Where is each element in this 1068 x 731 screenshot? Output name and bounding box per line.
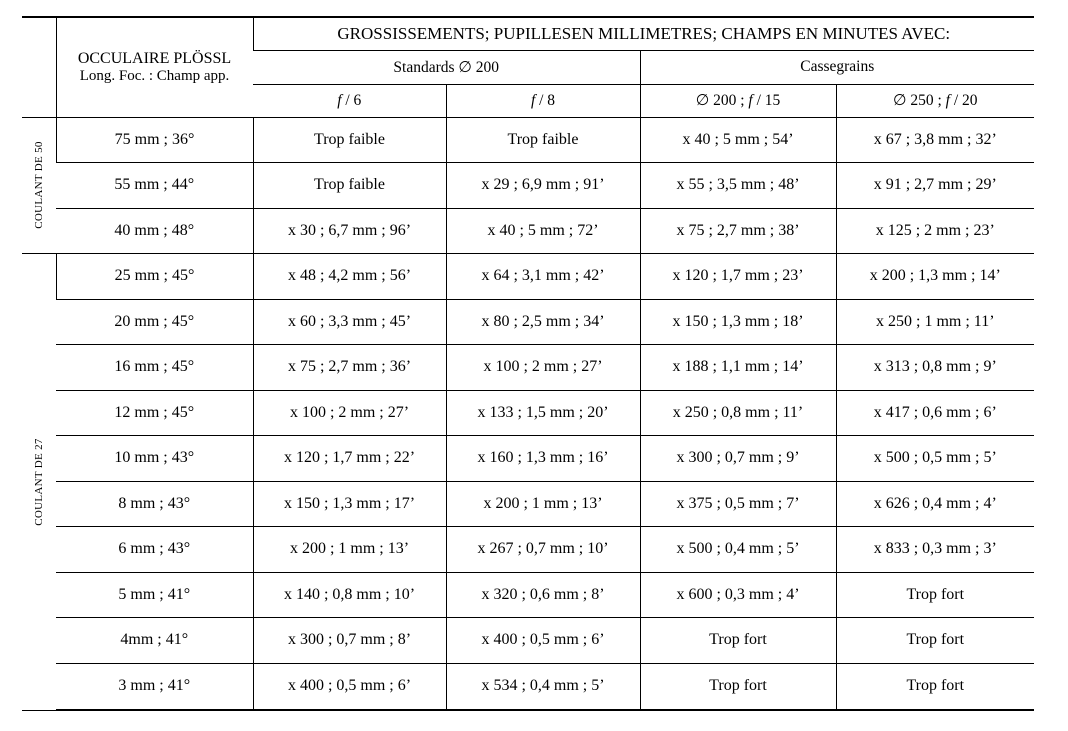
value-cell: x 375 ; 0,5 mm ; 7’ [640, 481, 836, 527]
value-cell: x 75 ; 2,7 mm ; 38’ [640, 208, 836, 254]
column-header-200-f15 [640, 84, 836, 117]
value-cell: x 534 ; 0,4 mm ; 5’ [446, 663, 640, 710]
value-cell: x 320 ; 0,6 mm ; 8’ [446, 572, 640, 618]
value-cell: x 600 ; 0,3 mm ; 4’ [640, 572, 836, 618]
value-cell: x 80 ; 2,5 mm ; 34’ [446, 299, 640, 345]
column-header-suffix: / 8 [535, 91, 556, 109]
value-cell: x 400 ; 0,5 mm ; 6’ [253, 663, 446, 710]
eyepiece-header-subtitle: Long. Foc. : Champ app. [79, 67, 230, 84]
eyepiece-column-header [56, 17, 253, 117]
value-cell: x 120 ; 1,7 mm ; 22’ [253, 436, 446, 482]
eyepiece-cell: 3 mm ; 41° [56, 663, 253, 710]
table-body [22, 117, 1034, 710]
value-cell: x 55 ; 3,5 mm ; 48’ [640, 163, 836, 209]
table-row [22, 527, 1034, 573]
value-cell: x 67 ; 3,8 mm ; 32’ [836, 117, 1034, 163]
value-cell: x 140 ; 0,8 mm ; 10’ [253, 572, 446, 618]
value-cell: Trop fort [836, 663, 1034, 710]
eyepiece-cell: 12 mm ; 45° [56, 390, 253, 436]
column-header-focal: f [748, 92, 753, 109]
mount-group-label: COULANT DE 27 [32, 438, 45, 526]
eyepiece-cell: 8 mm ; 43° [56, 481, 253, 527]
value-cell: x 160 ; 1,3 mm ; 16’ [446, 436, 640, 482]
value-cell: x 40 ; 5 mm ; 54’ [640, 117, 836, 163]
table-row [22, 345, 1034, 391]
eyepiece-magnification-table-container [22, 16, 1034, 711]
value-cell: x 500 ; 0,4 mm ; 5’ [640, 527, 836, 573]
value-cell: x 400 ; 0,5 mm ; 6’ [446, 618, 640, 664]
column-header-focal: f [337, 91, 342, 109]
eyepiece-cell: 20 mm ; 45° [56, 299, 253, 345]
table-row [22, 299, 1034, 345]
value-cell: x 75 ; 2,7 mm ; 36’ [253, 345, 446, 391]
column-header-f8 [446, 84, 640, 117]
value-cell: x 40 ; 5 mm ; 72’ [446, 208, 640, 254]
eyepiece-cell: 5 mm ; 41° [56, 572, 253, 618]
eyepiece-cell: 40 mm ; 48° [56, 208, 253, 254]
eyepiece-cell: 55 mm ; 44° [56, 163, 253, 209]
column-header-suffix: / 6 [341, 91, 362, 109]
table-row [22, 390, 1034, 436]
header-corner-cell [22, 17, 56, 117]
value-cell: Trop faible [253, 117, 446, 163]
value-cell: x 313 ; 0,8 mm ; 9’ [836, 345, 1034, 391]
value-cell: Trop fort [640, 663, 836, 710]
value-cell: x 200 ; 1 mm ; 13’ [446, 481, 640, 527]
eyepiece-magnification-table [22, 16, 1034, 711]
value-cell: x 29 ; 6,9 mm ; 91’ [446, 163, 640, 209]
value-cell: x 833 ; 0,3 mm ; 3’ [836, 527, 1034, 573]
value-cell: x 500 ; 0,5 mm ; 5’ [836, 436, 1034, 482]
table-row [22, 163, 1034, 209]
column-header-focal: f [530, 91, 536, 109]
value-cell: x 100 ; 2 mm ; 27’ [253, 390, 446, 436]
standards-group-header: Standards ∅ 200 [253, 50, 640, 84]
value-cell: Trop fort [640, 618, 836, 664]
column-header-focal: f [945, 92, 950, 109]
column-header-250-f20 [836, 84, 1034, 117]
value-cell: x 250 ; 1 mm ; 11’ [836, 299, 1034, 345]
column-header-f6 [253, 84, 446, 117]
table-row [22, 254, 1034, 300]
column-header-suffix: / 20 [949, 92, 978, 109]
table-row [22, 572, 1034, 618]
value-cell: Trop fort [836, 572, 1034, 618]
value-cell: Trop faible [253, 163, 446, 209]
value-cell: x 188 ; 1,1 mm ; 14’ [640, 345, 836, 391]
value-cell: x 60 ; 3,3 mm ; 45’ [253, 299, 446, 345]
value-cell: x 300 ; 0,7 mm ; 9’ [640, 436, 836, 482]
value-cell: x 417 ; 0,6 mm ; 6’ [836, 390, 1034, 436]
eyepiece-cell: 16 mm ; 45° [56, 345, 253, 391]
value-cell: x 48 ; 4,2 mm ; 56’ [253, 254, 446, 300]
eyepiece-cell: 6 mm ; 43° [56, 527, 253, 573]
table-header [22, 17, 1034, 117]
value-cell: x 30 ; 6,7 mm ; 96’ [253, 208, 446, 254]
table-row [22, 481, 1034, 527]
value-cell: x 300 ; 0,7 mm ; 8’ [253, 618, 446, 664]
table-row [22, 618, 1034, 664]
table-row [22, 663, 1034, 710]
value-cell: x 200 ; 1,3 mm ; 14’ [836, 254, 1034, 300]
value-cell: x 120 ; 1,7 mm ; 23’ [640, 254, 836, 300]
value-cell: x 100 ; 2 mm ; 27’ [446, 345, 640, 391]
value-cell: x 91 ; 2,7 mm ; 29’ [836, 163, 1034, 209]
value-cell: Trop faible [446, 117, 640, 163]
value-cell: x 626 ; 0,4 mm ; 4’ [836, 481, 1034, 527]
mount-group-label: COULANT DE 50 [32, 141, 45, 229]
value-cell: x 133 ; 1,5 mm ; 20’ [446, 390, 640, 436]
value-cell: x 200 ; 1 mm ; 13’ [253, 527, 446, 573]
value-cell: x 150 ; 1,3 mm ; 17’ [253, 481, 446, 527]
table-row [22, 208, 1034, 254]
main-title-header: GROSSISSEMENTS; PUPILLESEN MILLIMETRES; CHAMPS EN MINUTES AVEC: [253, 17, 1034, 50]
mount-group-label-cell [22, 117, 56, 254]
eyepiece-cell: 10 mm ; 43° [56, 436, 253, 482]
eyepiece-cell: 25 mm ; 45° [56, 254, 253, 300]
value-cell: x 267 ; 0,7 mm ; 10’ [446, 527, 640, 573]
table-row [22, 117, 1034, 163]
eyepiece-cell: 75 mm ; 36° [56, 117, 253, 163]
mount-group-label-cell [22, 254, 56, 710]
value-cell: Trop fort [836, 618, 1034, 664]
column-header-suffix: / 15 [752, 92, 781, 109]
table-row [22, 436, 1034, 482]
value-cell: x 250 ; 0,8 mm ; 11’ [640, 390, 836, 436]
cassegrains-group-header: Cassegrains [640, 50, 1034, 84]
value-cell: x 64 ; 3,1 mm ; 42’ [446, 254, 640, 300]
column-header-prefix: ∅ 250 ; [892, 92, 946, 109]
eyepiece-cell: 4mm ; 41° [56, 618, 253, 664]
value-cell: x 150 ; 1,3 mm ; 18’ [640, 299, 836, 345]
column-header-prefix: ∅ 200 ; [695, 92, 749, 109]
value-cell: x 125 ; 2 mm ; 23’ [836, 208, 1034, 254]
eyepiece-header-title: OCCULAIRE PLÖSSL [77, 49, 232, 67]
